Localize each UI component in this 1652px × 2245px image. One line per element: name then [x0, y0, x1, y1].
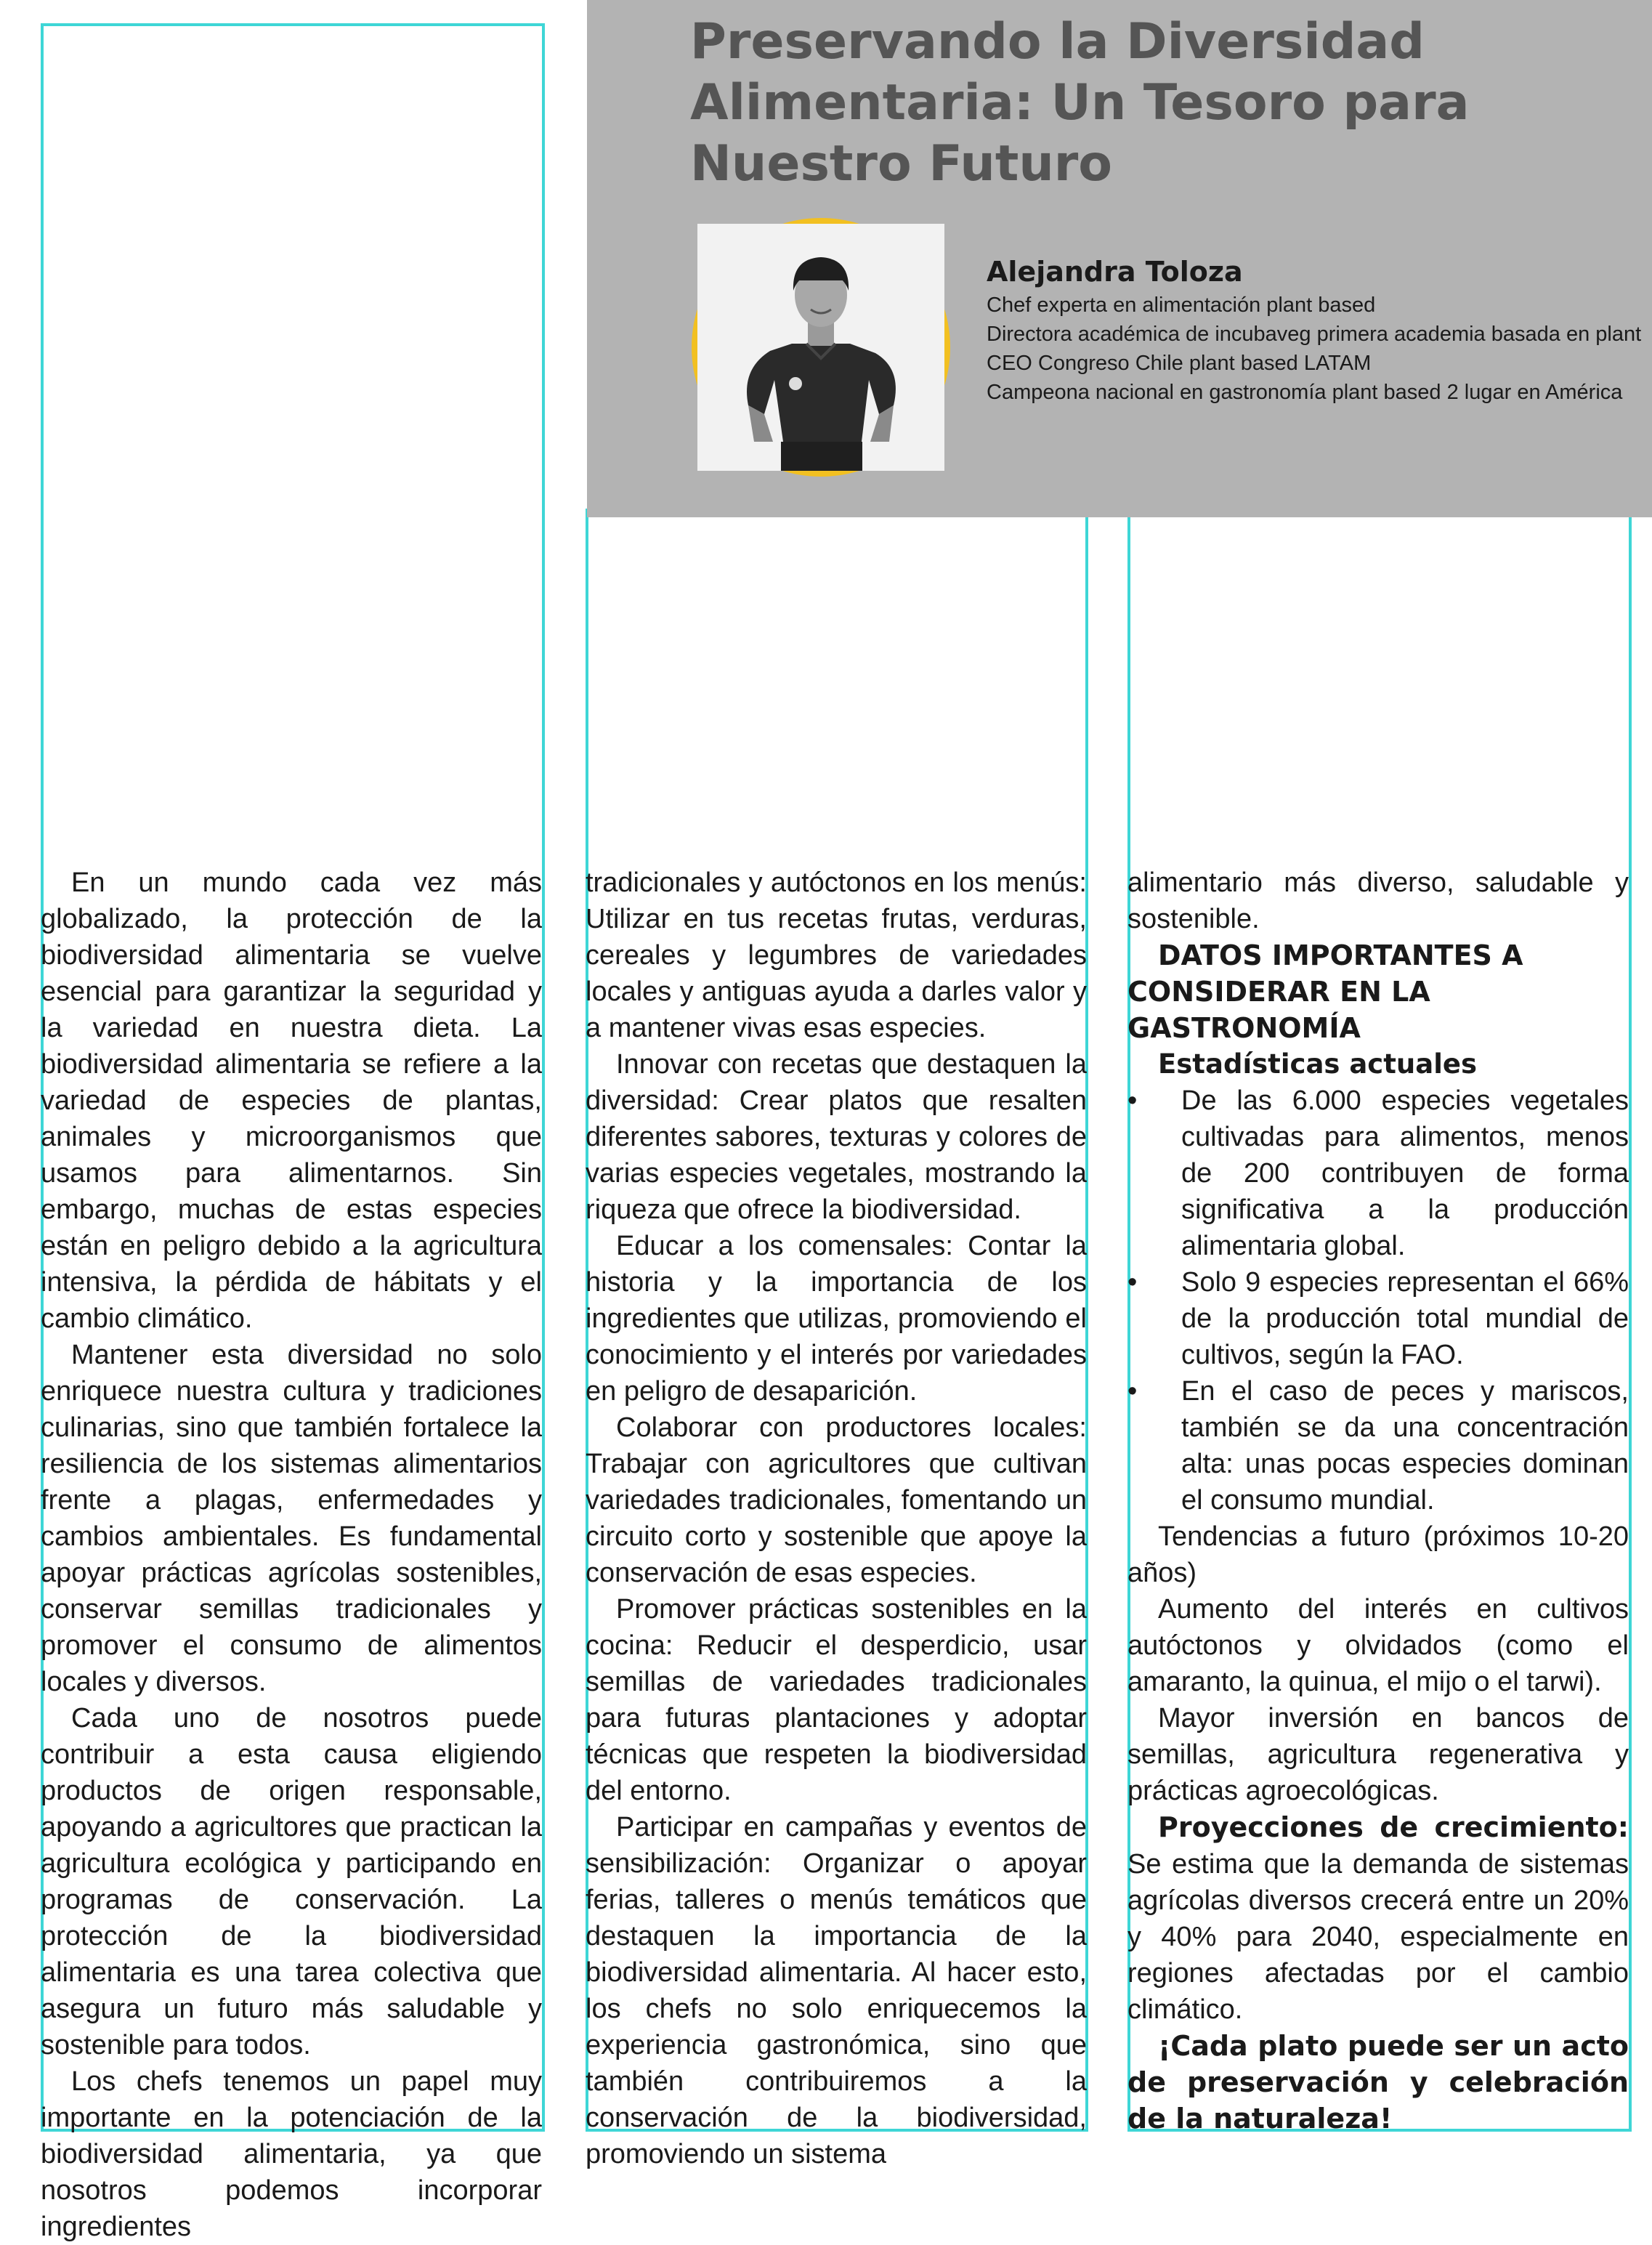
- stats-list: [1127, 1083, 1629, 1518]
- column-1: [41, 865, 542, 2242]
- body-paragraph: En un mundo cada vez más globalizado, la protección de la biodiversidad alimentaria se vuelve esencial para garantizar la seguridad y la variedad en nuestra dieta. La biodiversidad alimentaria se refiere a la variedad de especies de plantas, animales y microorganismos que usamos para alimentarnos. Sin embargo, muchas de estas especies están en peligro debido a la agricultura intensiva, la pérdida de hábitats y el cambio climático.: [41, 867, 542, 1334]
- body-paragraph: Cada uno de nosotros puede contribuir a esta causa eligiendo productos de origen responsable, apoyando a agricultores que practican la agricultura ecológica y participando en programas de conservación. La protección de la biodiversidad alimentaria es una tarea colectiva que asegura un futuro más saludable y sostenible para todos.: [41, 1703, 542, 2060]
- body-paragraph: Promover prácticas sostenibles en la cocina: Reducir el desperdicio, usar semillas de variedades tradicionales para futuras plantaciones y adoptar técnicas que respeten la biodiversidad del entorno.: [586, 1594, 1087, 1806]
- list-item-text: En el caso de peces y mariscos, también se da una concentración alta: unas pocas especies dominan el consumo mundial.: [1181, 1376, 1629, 1516]
- projections-text: Se estima que la demanda de sistemas agrícolas diversos crecerá entre un 20% y 40% para 2040, especialmente en regiones afectadas por el cambio climático.: [1127, 1849, 1629, 2025]
- trend-paragraph: Mayor inversión en bancos de semillas, agricultura regenerativa y prácticas agroecológicas.: [1127, 1703, 1629, 1806]
- list-item: [1127, 1373, 1629, 1518]
- title-line: Alimentaria: Un Tesoro para: [690, 74, 1470, 132]
- body-paragraph: Mantener esta diversidad no solo enriquece nuestra cultura y tradiciones culinarias, sino que también fortalece la resiliencia de los sistemas alimentarios frente a plagas, enfermedades y cambios ambientales. Es fundamental apoyar prácticas agrícolas sostenibles, conservar semillas tradicionales y promover el consumo de alimentos locales y diversos.: [41, 1340, 542, 1697]
- title-line: Preservando la Diversidad: [690, 13, 1425, 70]
- projections-label: Proyecciones de crecimiento:: [1158, 1811, 1629, 1843]
- body-paragraph: Participar en campañas y eventos de sensibilización: Organizar o apoyar ferias, talleres o menús temáticos que destaquen la importancia de la biodiversidad alimentaria. Al hacer esto, los chefs no solo enriquecemos la experiencia gastronómica, sino que también contribuiremos a la conservación de la biodiversidad, promoviendo un sistema: [586, 1812, 1087, 2169]
- column-3: [1127, 865, 1629, 2143]
- list-item: [1127, 1083, 1629, 1264]
- projections-paragraph: [1127, 1809, 1629, 2028]
- author-role: Directora académica de incubaveg primera academia basada en plant: [987, 323, 1642, 346]
- title-line: Nuestro Futuro: [690, 135, 1112, 193]
- bullet-icon: •: [1127, 1267, 1138, 1298]
- bullet-icon: •: [1127, 1085, 1138, 1116]
- body-paragraph-continuation: tradicionales y autóctonos en los menús: Utilizar en tus recetas frutas, verduras, cereales y legumbres de variedades locales y antiguas ayuda a darles valor y a mantener vivas esas especies.: [586, 867, 1087, 1043]
- article-title: [690, 12, 1635, 195]
- author-role: Campeona nacional en gastronomía plant based 2 lugar en América: [987, 381, 1623, 404]
- body-paragraph: Educar a los comensales: Contar la historia y la importancia de los ingredientes que utilizas, promoviendo el conocimiento y el interés por variedades en peligro de desaparición.: [586, 1231, 1087, 1407]
- trends-heading: Tendencias a futuro (próximos 10-20 años): [1127, 1521, 1629, 1588]
- section-heading: DATOS IMPORTANTES A CONSIDERAR EN LA GASTRONOMÍA: [1127, 939, 1523, 1044]
- author-role: CEO Congreso Chile plant based LATAM: [987, 352, 1372, 375]
- list-item-text: De las 6.000 especies vegetales cultivadas para alimentos, menos de 200 contribuyen de forma significativa a la producción alimentaria global.: [1181, 1085, 1629, 1261]
- author-photo: [692, 218, 950, 477]
- closing-statement: ¡Cada plato puede ser un acto de preservación y celebración de la naturaleza!: [1127, 2030, 1629, 2135]
- author-roles: [987, 291, 1652, 407]
- list-item-text: Solo 9 especies representan el 66% de la producción total mundial de cultivos, según la FAO.: [1181, 1267, 1629, 1370]
- body-paragraph: Innovar con recetas que destaquen la diversidad: Crear platos que resalten diferentes sabores, texturas y colores de varias especies vegetales, mostrando la riqueza que ofrece la biodiversidad.: [586, 1049, 1087, 1225]
- author-name: Alejandra Toloza: [987, 256, 1243, 288]
- list-item: [1127, 1264, 1629, 1373]
- trend-paragraph: Aumento del interés en cultivos autóctonos y olvidados (como el amaranto, la quinua, el mijo o el tarwi).: [1127, 1594, 1629, 1697]
- author-role: Chef experta en alimentación plant based: [987, 294, 1376, 317]
- column-2: [586, 865, 1087, 2169]
- stats-heading: Estadísticas actuales: [1158, 1048, 1478, 1080]
- body-paragraph-continuation: alimentario más diverso, saludable y sostenible.: [1127, 867, 1629, 934]
- bullet-icon: •: [1127, 1376, 1138, 1407]
- body-paragraph: Los chefs tenemos un papel muy importante en la potenciación de la biodiversidad alimentaria, ya que nosotros podemos incorporar ingredientes: [41, 2066, 542, 2242]
- body-paragraph: Colaborar con productores locales: Trabajar con agricultores que cultivan variedades tradicionales, fomentando un circuito corto y sostenible que apoye la conservación de esas especies.: [586, 1412, 1087, 1588]
